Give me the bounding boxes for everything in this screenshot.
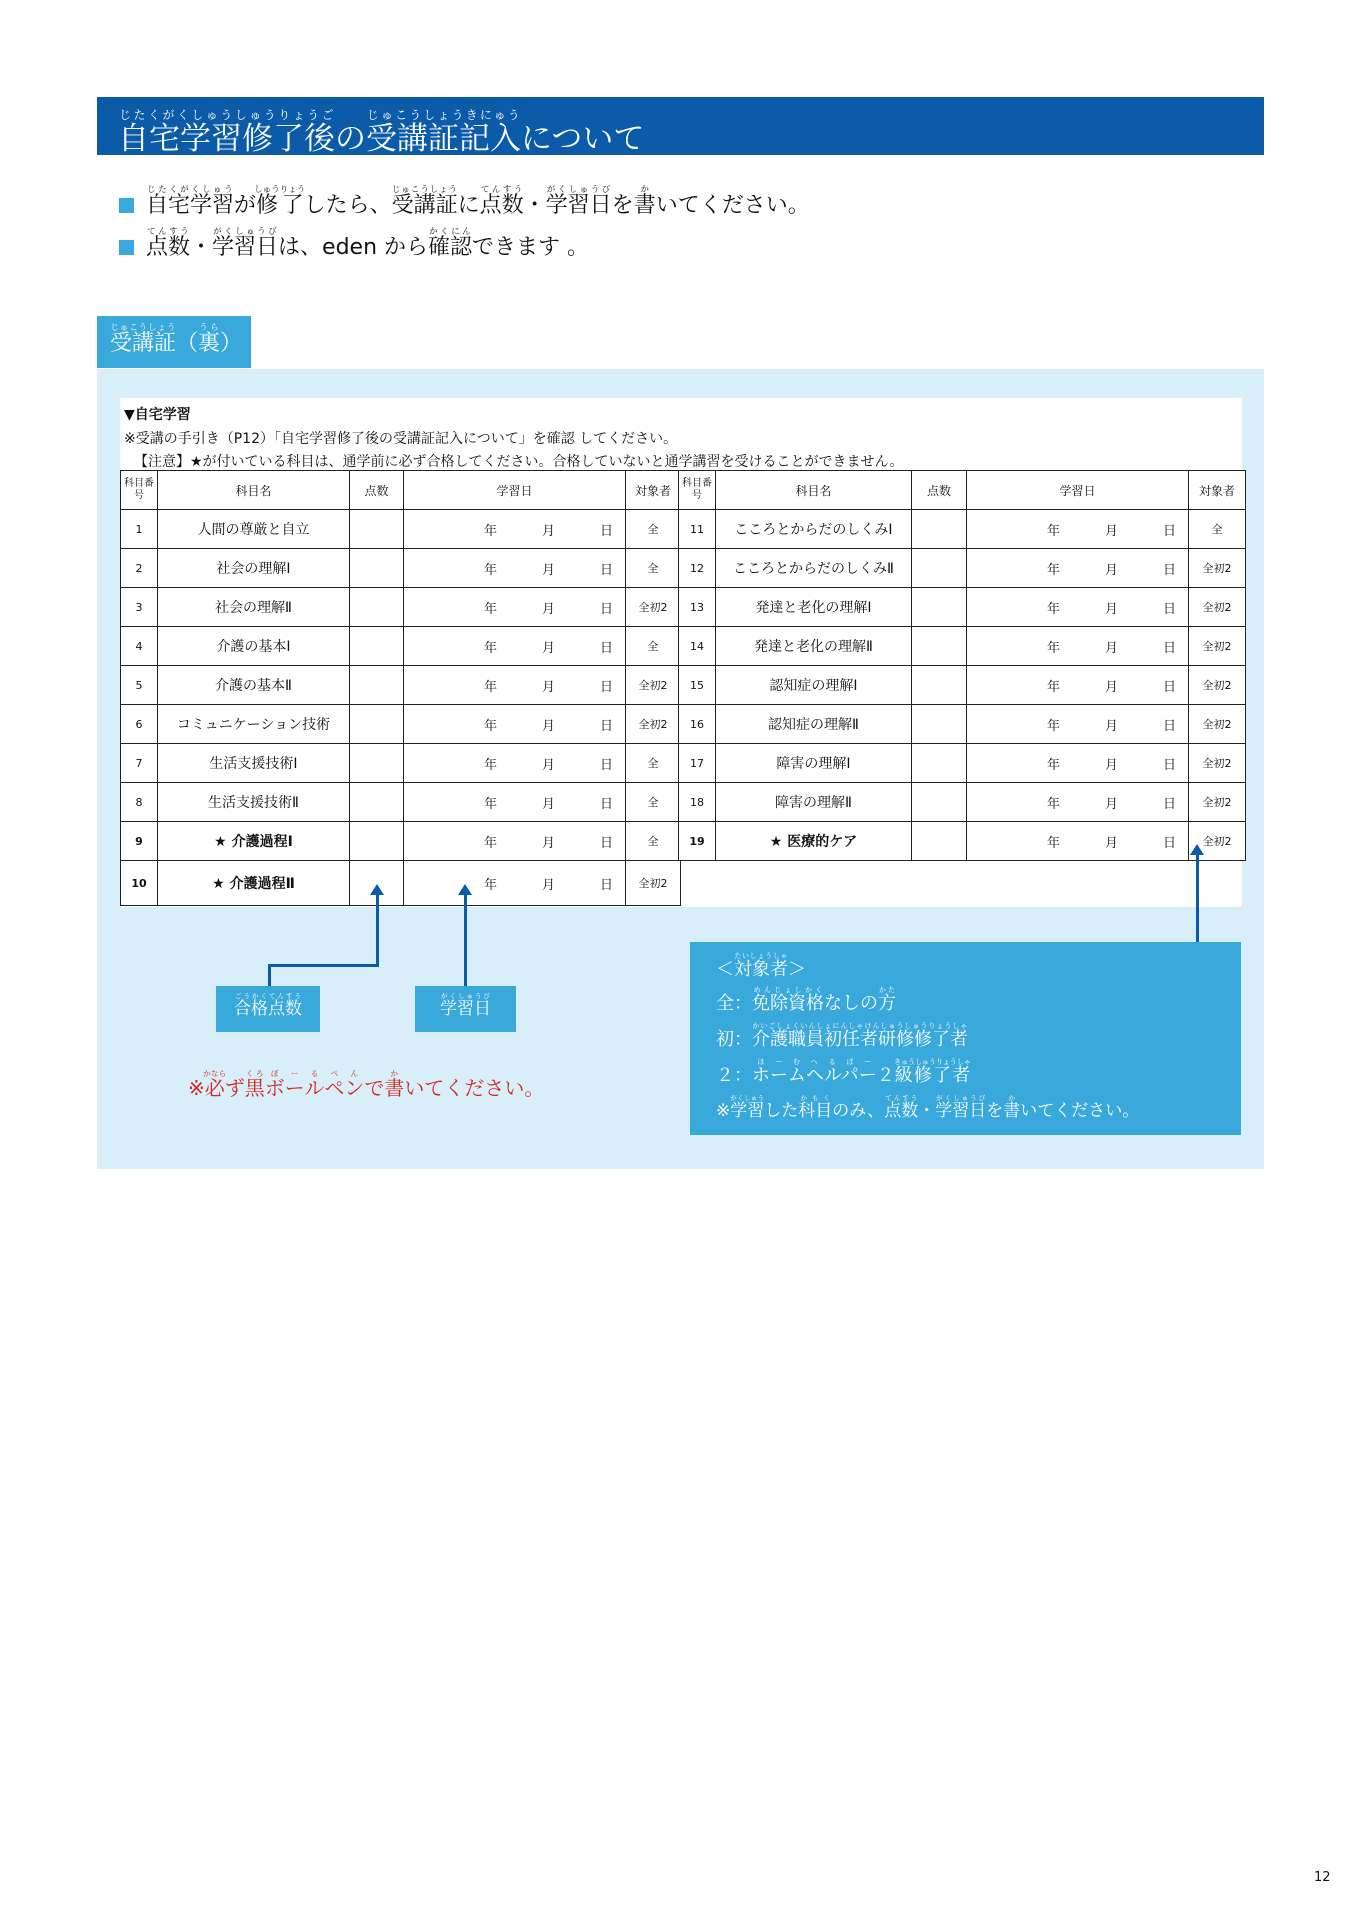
bullet-square-icon [119,198,134,213]
study-date-field[interactable] [967,822,1189,861]
table-row [679,588,1246,627]
connector-line [1196,852,1199,943]
date-unit-day: 日 [1162,523,1176,539]
subject-name: こころとからだのしくみⅠ [716,510,912,549]
header-date: 学習日 [404,471,626,510]
form-note-2: 【注意】★が付いている科目は、通学前に必ず合格してください。合格していないと通学講習を受けることができません。 [134,454,904,470]
header-subject: 科目名 [716,471,912,510]
date-unit-month: 月 [1104,679,1118,695]
date-unit-day: 日 [599,601,613,617]
date-unit-day: 日 [1162,640,1176,656]
study-date-field[interactable] [967,627,1189,666]
table-row [121,510,681,549]
subject-number: 5 [121,666,158,705]
study-date-field[interactable] [967,783,1189,822]
form-note-1: ※受講の手引き（P12）「自宅学習修了後の受講証記入について」を確認 してください。 [124,431,678,447]
table-row [679,549,1246,588]
target-group: 全初2 [1189,822,1246,861]
date-unit-month: 月 [541,757,555,773]
score-field[interactable] [912,666,967,705]
target-legend [690,942,1241,1135]
header-subject: 科目名 [158,471,350,510]
date-unit-day: 日 [1162,796,1176,812]
date-unit-day: 日 [599,796,613,812]
date-unit-year: 年 [1047,796,1061,812]
subject-name: 障害の理解Ⅱ [716,783,912,822]
date-unit-day: 日 [1162,679,1176,695]
score-field[interactable] [350,783,404,822]
target-group: 全 [626,822,681,861]
date-unit-month: 月 [1104,835,1118,851]
target-group: 全初2 [1189,627,1246,666]
target-group: 全 [626,549,681,588]
study-date-field[interactable] [404,627,626,666]
table-header-row [679,471,1246,510]
subject-name: 認知症の理解Ⅰ [716,666,912,705]
score-field[interactable] [350,744,404,783]
target-group: 全初2 [626,588,681,627]
date-unit-day: 日 [599,562,613,578]
table-row [121,783,681,822]
subject-number: 18 [679,783,716,822]
target-group: 全初2 [1189,744,1246,783]
date-unit-year: 年 [484,679,498,695]
date-unit-month: 月 [541,562,555,578]
score-field[interactable] [350,588,404,627]
instruction-1-text: 自宅学習じたくがくしゅうが修了しゅうりょうしたら、受講証じゅこうしょうに点数てんすう・学習日がくしゅうびを書かいてください。 [146,184,810,218]
instruction-2 [119,226,589,268]
study-date-field[interactable] [404,822,626,861]
study-date-field[interactable] [404,510,626,549]
arrow-up-icon [370,884,384,895]
table-row [679,666,1246,705]
target-legend-line-1: 全：免除資格めんじょしかくなしの方かた [716,986,896,1014]
callout-pass-score-label: 合格点数ごうかくてんすう [234,992,302,1019]
target-legend-line-3: ２：ホームヘルパーほーむへるぱー２級修了者きゅうしゅうりょうしゃ [716,1058,971,1086]
study-date-field[interactable] [404,783,626,822]
table-row [121,588,681,627]
table-row [679,783,1246,822]
date-unit-month: 月 [1104,640,1118,656]
target-legend-line-4: ※学習がくしゅうした科目かもくのみ、点数てんすう・学習日がくしゅうびを書かいてください。 [716,1094,1140,1121]
date-unit-month: 月 [1104,757,1118,773]
connector-line [376,892,379,966]
subject-table-right [678,470,1246,861]
score-field[interactable] [912,822,967,861]
instruction-2-text: 点数てんすう・学習日がくしゅうびは、eden から確認かくにんできます 。 [146,226,590,260]
table-row [121,549,681,588]
date-unit-year: 年 [1047,601,1061,617]
subject-number: 1 [121,510,158,549]
table-row [679,705,1246,744]
study-date-field[interactable] [967,705,1189,744]
date-unit-day: 日 [599,640,613,656]
score-field[interactable] [350,627,404,666]
subject-number: 12 [679,549,716,588]
date-unit-year: 年 [484,796,498,812]
target-group: 全 [626,744,681,783]
date-unit-year: 年 [1047,679,1061,695]
date-unit-month: 月 [1104,718,1118,734]
subject-name: 介護の基本Ⅱ [158,666,350,705]
subject-number: 13 [679,588,716,627]
date-unit-month: 月 [541,835,555,851]
table-row [121,744,681,783]
connector-line [268,964,271,987]
subject-number: 17 [679,744,716,783]
target-group: 全初2 [1189,783,1246,822]
study-date-field[interactable] [967,549,1189,588]
subject-number: 10 [121,861,158,906]
subject-number: 14 [679,627,716,666]
score-field[interactable] [350,549,404,588]
subject-number: 2 [121,549,158,588]
study-date-field[interactable] [404,549,626,588]
subject-number: 3 [121,588,158,627]
target-group: 全 [626,783,681,822]
date-unit-month: 月 [541,679,555,695]
target-group: 全初2 [1189,705,1246,744]
subject-number: 8 [121,783,158,822]
date-unit-year: 年 [1047,835,1061,851]
table-row [121,861,681,906]
date-unit-month: 月 [541,601,555,617]
date-unit-day: 日 [599,757,613,773]
date-unit-year: 年 [484,640,498,656]
date-unit-day: 日 [1162,718,1176,734]
callout-study-date-label: 学習日がくしゅうび [440,992,491,1019]
subject-number: 9 [121,822,158,861]
table-row [679,627,1246,666]
arrow-up-icon [1190,844,1204,855]
connector-line [464,892,467,987]
score-field[interactable] [350,822,404,861]
subject-name: 発達と老化の理解Ⅱ [716,627,912,666]
study-date-field[interactable] [404,744,626,783]
score-field[interactable] [912,510,967,549]
target-legend-title: ＜対象者たいしょうしゃ＞ [716,952,806,980]
subject-name: こころとからだのしくみⅡ [716,549,912,588]
callout-pass-score [216,986,320,1032]
page-title: 自宅学習修了後じたくがくしゅうしゅうりょうごの受講証記入じゅこうしょうきにゅうについて [118,108,645,157]
header-score: 点数 [350,471,404,510]
date-unit-year: 年 [1047,718,1061,734]
date-unit-day: 日 [599,679,613,695]
header-date: 学習日 [967,471,1189,510]
header-target: 対象者 [1189,471,1246,510]
subject-table-left [120,470,681,906]
date-unit-day: 日 [1162,601,1176,617]
subject-name: ★ 介護過程Ⅱ [158,861,350,906]
date-unit-year: 年 [484,523,498,539]
subject-name: 生活支援技術Ⅱ [158,783,350,822]
header-no: 科目番号 [121,471,158,510]
bullet-square-icon [119,240,134,255]
target-group: 全初2 [1189,549,1246,588]
date-unit-year: 年 [1047,757,1061,773]
date-unit-year: 年 [484,718,498,734]
subject-number: 11 [679,510,716,549]
callout-study-date [415,986,516,1032]
score-field[interactable] [350,510,404,549]
study-date-field[interactable] [404,588,626,627]
target-group: 全初2 [1189,588,1246,627]
target-group: 全 [1189,510,1246,549]
subject-name: ★ 医療的ケア [716,822,912,861]
subject-name: コミュニケーション技術 [158,705,350,744]
study-date-field[interactable] [404,705,626,744]
subject-name: 認知症の理解Ⅱ [716,705,912,744]
warning-text: ※必かならず黒くろボールペンぼーるぺんで書かいてください。 [188,1069,545,1100]
date-unit-year: 年 [484,877,498,893]
header-target: 対象者 [626,471,681,510]
subject-number: 6 [121,705,158,744]
target-group: 全 [626,510,681,549]
arrow-up-icon [458,884,472,895]
date-unit-day: 日 [599,523,613,539]
subject-number: 15 [679,666,716,705]
table-row [679,744,1246,783]
target-group: 全 [626,627,681,666]
page-number: 12 [1314,1870,1331,1885]
date-unit-day: 日 [1162,562,1176,578]
subject-number: 16 [679,705,716,744]
table-header-row [121,471,681,510]
subject-name: 障害の理解Ⅰ [716,744,912,783]
date-unit-month: 月 [1104,523,1118,539]
connector-line [268,964,379,967]
date-unit-day: 日 [1162,757,1176,773]
target-group: 全初2 [626,861,681,906]
subject-name: 生活支援技術Ⅰ [158,744,350,783]
score-field[interactable] [912,783,967,822]
date-unit-day: 日 [599,877,613,893]
date-unit-day: 日 [1162,835,1176,851]
score-field[interactable] [350,705,404,744]
study-date-field[interactable] [967,510,1189,549]
subject-name: 社会の理解Ⅰ [158,549,350,588]
subject-name: 介護の基本Ⅰ [158,627,350,666]
date-unit-year: 年 [484,835,498,851]
header-score: 点数 [912,471,967,510]
date-unit-day: 日 [599,718,613,734]
date-unit-month: 月 [541,796,555,812]
score-field[interactable] [912,705,967,744]
date-unit-month: 月 [1104,601,1118,617]
subject-number: 4 [121,627,158,666]
table-row [121,822,681,861]
date-unit-year: 年 [484,601,498,617]
subject-number: 19 [679,822,716,861]
subject-name: 発達と老化の理解Ⅰ [716,588,912,627]
date-unit-month: 月 [541,877,555,893]
study-date-field[interactable] [967,588,1189,627]
date-unit-year: 年 [1047,523,1061,539]
table-row [121,705,681,744]
score-field[interactable] [912,744,967,783]
table-row [121,627,681,666]
subject-number: 7 [121,744,158,783]
subject-name: ★ 介護過程Ⅰ [158,822,350,861]
section-tab-label: 受講証じゅこうしょう（裏うら） [110,322,243,356]
target-group: 全初2 [626,666,681,705]
subject-name: 社会の理解Ⅱ [158,588,350,627]
date-unit-month: 月 [1104,796,1118,812]
header-no: 科目番号 [679,471,716,510]
score-field[interactable] [912,588,967,627]
date-unit-year: 年 [484,757,498,773]
date-unit-year: 年 [484,562,498,578]
subject-name: 人間の尊厳と自立 [158,510,350,549]
study-date-field[interactable] [404,861,626,906]
table-row [679,822,1246,861]
date-unit-month: 月 [541,718,555,734]
study-date-field[interactable] [967,666,1189,705]
table-row [121,666,681,705]
instruction-1 [119,184,810,226]
target-group: 全初2 [1189,666,1246,705]
study-date-field[interactable] [404,666,626,705]
study-date-field[interactable] [967,744,1189,783]
score-field[interactable] [350,666,404,705]
target-group: 全初2 [626,705,681,744]
date-unit-day: 日 [599,835,613,851]
score-field[interactable] [912,627,967,666]
date-unit-month: 月 [541,523,555,539]
date-unit-year: 年 [1047,640,1061,656]
date-unit-month: 月 [541,640,555,656]
date-unit-year: 年 [1047,562,1061,578]
form-heading: ▼自宅学習 [124,407,191,423]
target-legend-line-2: 初：介護職員初任者研修修了者かいごしょくいんしょにんしゃけんしゅうしゅうりょうしゃ [716,1022,968,1050]
date-unit-month: 月 [1104,562,1118,578]
table-row [679,510,1246,549]
score-field[interactable] [912,549,967,588]
